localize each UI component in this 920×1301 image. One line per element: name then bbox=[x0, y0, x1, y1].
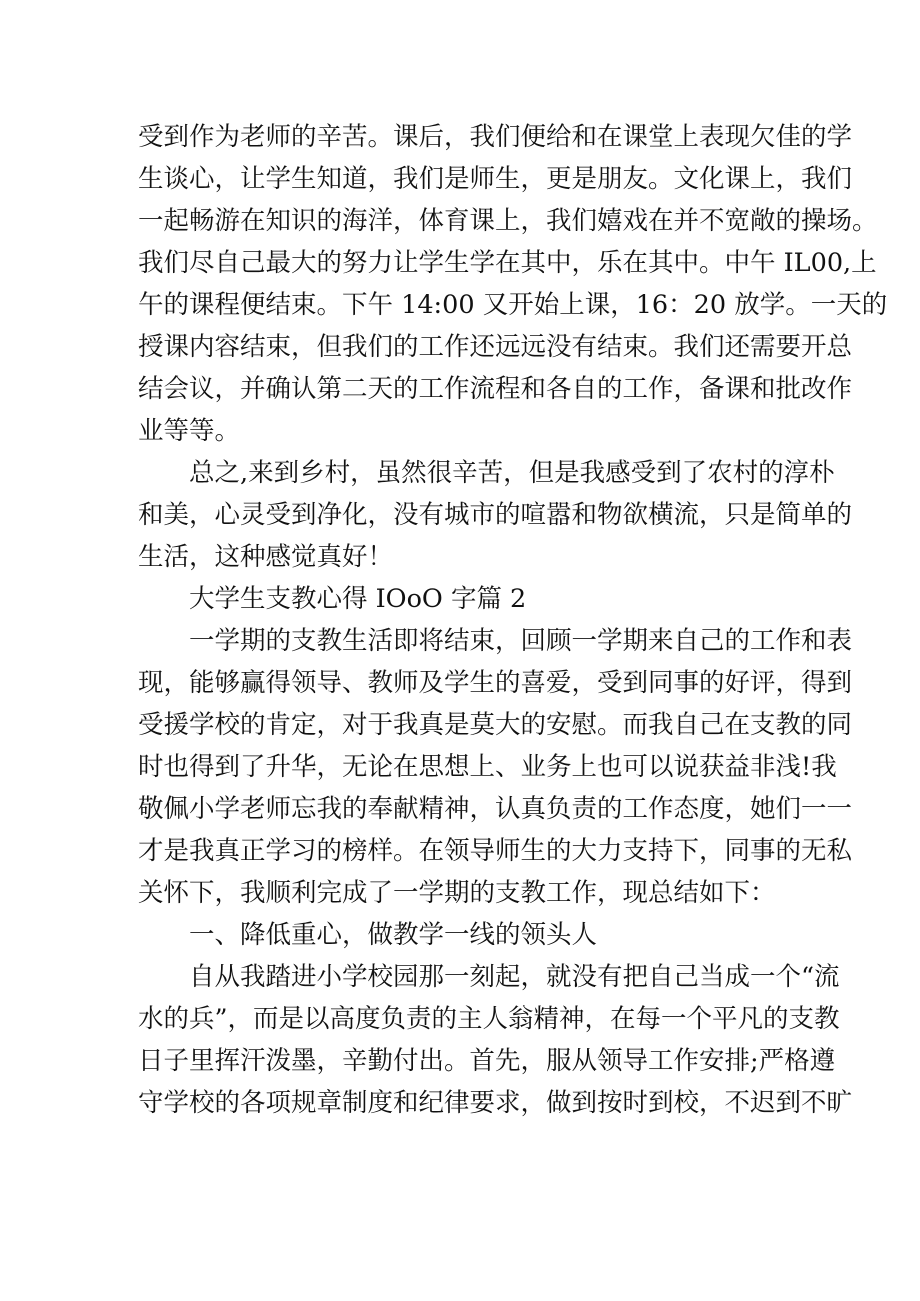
text-line: 结会议，并确认第二天的工作流程和各自的工作，备课和批改作 bbox=[138, 374, 853, 404]
text-line: 守学校的各项规章制度和纪律要求，做到按时到校，不迟到不旷 bbox=[138, 1088, 853, 1118]
text-line: 业等等。 bbox=[138, 416, 241, 446]
text-line: 午的课程便结束。下午 14:00 又开始上课，16：20 放学。一天的 bbox=[138, 290, 888, 320]
text-line: 日子里挥汗泼墨，辛勤付出。首先，服从领导工作安排;严格遵 bbox=[138, 1046, 836, 1076]
document-body bbox=[138, 116, 888, 1124]
text-line: 生活，这种感觉真好！ bbox=[138, 542, 394, 572]
section-heading: 大学生支教心得 IOoO 字篇 2 bbox=[189, 584, 527, 614]
text-line: 受援学校的肯定，对于我真是莫大的安慰。而我自己在支教的同 bbox=[138, 710, 853, 740]
text-line: 和美，心灵受到净化，没有城市的喧嚣和物欲横流，只是简单的 bbox=[138, 500, 853, 530]
text-line: 受到作为老师的辛苦。课后，我们便给和在课堂上表现欠佳的学 bbox=[138, 122, 853, 152]
text-line: 我们尽自己最大的努力让学生学在其中，乐在其中。中午 IL00,上 bbox=[138, 248, 877, 278]
text-line: 敬佩小学老师忘我的奉献精神，认真负责的工作态度，她们一一 bbox=[138, 794, 853, 824]
subsection-heading: 一、降低重心，做教学一线的领头人 bbox=[189, 920, 598, 950]
text-line: 生谈心，让学生知道，我们是师生，更是朋友。文化课上，我们 bbox=[138, 164, 853, 194]
text-line: 水的兵”，而是以高度负责的主人翁精神，在每一个平凡的支教 bbox=[138, 1004, 840, 1034]
paragraph-start-line: 自从我踏进小学校园那一刻起，就没有把自己当成一个“流 bbox=[189, 962, 840, 992]
text-line: 现，能够赢得领导、教师及学生的喜爱，受到同事的好评，得到 bbox=[138, 668, 853, 698]
text-line: 时也得到了升华，无论在思想上、业务上也可以说获益非浅!我 bbox=[138, 752, 837, 782]
text-line: 才是我真正学习的榜样。在领导师生的大力支持下，同事的无私 bbox=[138, 836, 853, 866]
text-line: 关怀下，我顺利完成了一学期的支教工作，现总结如下： bbox=[138, 878, 776, 908]
text-line: 授课内容结束，但我们的工作还远远没有结束。我们还需要开总 bbox=[138, 332, 853, 362]
text-line: 一起畅游在知识的海洋，体育课上，我们嬉戏在并不宽敞的操场。 bbox=[138, 206, 878, 236]
paragraph-start-line: 一学期的支教生活即将结束，回顾一学期来自己的工作和表 bbox=[189, 626, 853, 656]
paragraph-start-line: 总之,来到乡村，虽然很辛苦，但是我感受到了农村的淳朴 bbox=[189, 458, 835, 488]
